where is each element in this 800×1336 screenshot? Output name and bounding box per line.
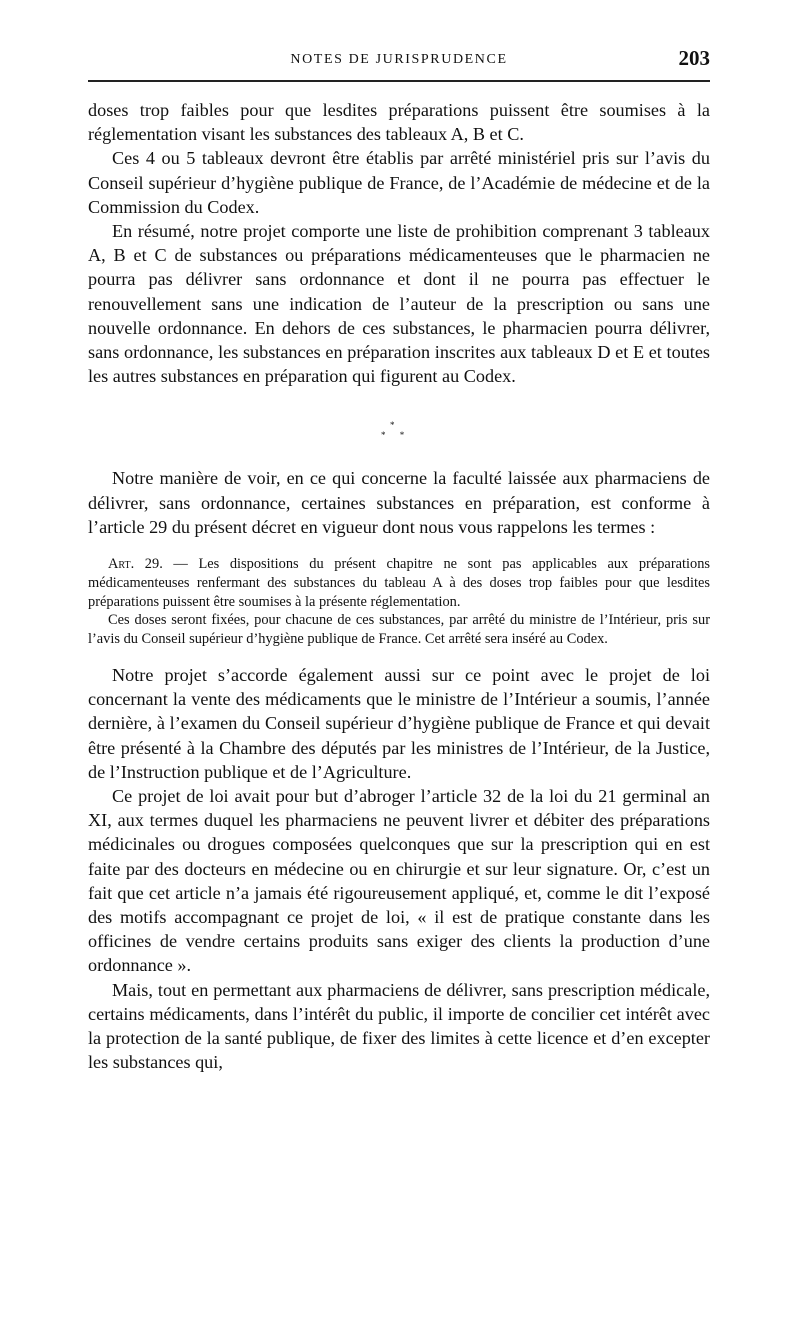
quote-paragraph-2: Ces doses seront fixées, pour chacune de ces substances, par arrêté du ministre de l’Intérieur, pris sur l’avis du Conseil supérieur d’hygiène publique de France. Cet arrêté sera inséré au Codex.	[88, 612, 710, 648]
section-separator	[88, 388, 710, 466]
page-number: 203	[678, 46, 710, 70]
paragraph-6: Ce projet de loi avait pour but d’abroger l’article 32 de la loi du 21 germinal an XI, aux termes duquel les pharmaciens ne peuvent livrer et débiter des préparations médicinales ou drogues composées quelconques que sur la prescription qui en est faite par des docteurs en médecine ou en chirurgie et sur leur signature. Or, c’est un fait que cet article n’a jamais été rigoureusement appliqué, et, comme le dit l’exposé des motifs accompagnant ce projet de loi, « il est de pratique constante dans les officines de vendre certains produits sans exiger des clients la production d’une ordonnance ».	[88, 786, 710, 976]
paragraph-4: Notre manière de voir, en ce qui concerne la faculté laissée aux pharmaciens de délivrer, sans ordonnance, certaines substances en préparation, est conforme à l’article 29 du présent décret en vigueur dont nous vous rappelons les termes :	[88, 468, 710, 537]
paragraph-2: Ces 4 ou 5 tableaux devront être établis par arrêté ministériel pris sur l’avis du Conseil supérieur d’hygiène publique de France, de l’Académie de médecine et de la Commission du Codex.	[88, 148, 710, 217]
running-header	[88, 46, 710, 76]
paragraph-3: En résumé, notre projet comporte une liste de prohibition comprenant 3 tableaux A, B et C de substances ou préparations médicamenteuses que le pharmacien ne pourra pas délivrer sans ordonnance et dont il ne pourra pas effectuer le renouvellement sans une indication de l’auteur de la prescription ou sans une nouvelle ordonnance. En dehors de ces substances, le pharmacien pourra délivrer, sans ordonnance, les substances en préparation inscrites aux tableaux D et E et toutes les autres substances en préparation qui figurent au Codex.	[88, 221, 710, 387]
paragraph-5: Notre projet s’accorde également aussi sur ce point avec le projet de loi concernant la vente des médicaments que le ministre de l’Intérieur a soumis, l’année dernière, à l’examen du Conseil supérieur d’hygiène publique de France et qui devait être présenté à la Chambre des députés par les ministres de l’Intérieur, de la Justice, de l’Instruction publique et de l’Agriculture.	[88, 665, 710, 782]
separator-star-top: *	[390, 420, 395, 431]
quote-text-1: — Les dispositions du présent chapitre ne sont pas applicables aux préparations médicamenteuses renfermant des substances du tableau A à des doses trop faibles pour que lesdites préparations puissent être soumises à la présente réglementation.	[88, 556, 710, 610]
article-label: Art. 29.	[108, 556, 163, 573]
paragraph-1: doses trop faibles pour que lesdites préparations puissent être soumises à la réglementation visant les substances des tableaux A, B et C.	[88, 100, 710, 145]
quote-paragraph-1	[88, 555, 710, 611]
header-rule	[88, 80, 710, 82]
separator-stars-bottom: * *	[381, 430, 411, 441]
page-body	[88, 98, 710, 1074]
paragraph-7: Mais, tout en permettant aux pharmaciens de délivrer, sans prescription médicale, certains médicaments, dans l’intérêt du public, il importe de concilier cet intérêt avec la protection de la santé publique, de fixer des limites à cette licence et d’en excepter les substances qui,	[88, 979, 710, 1073]
quoted-article	[88, 555, 710, 649]
running-title: NOTES DE JURISPRUDENCE	[290, 52, 508, 67]
